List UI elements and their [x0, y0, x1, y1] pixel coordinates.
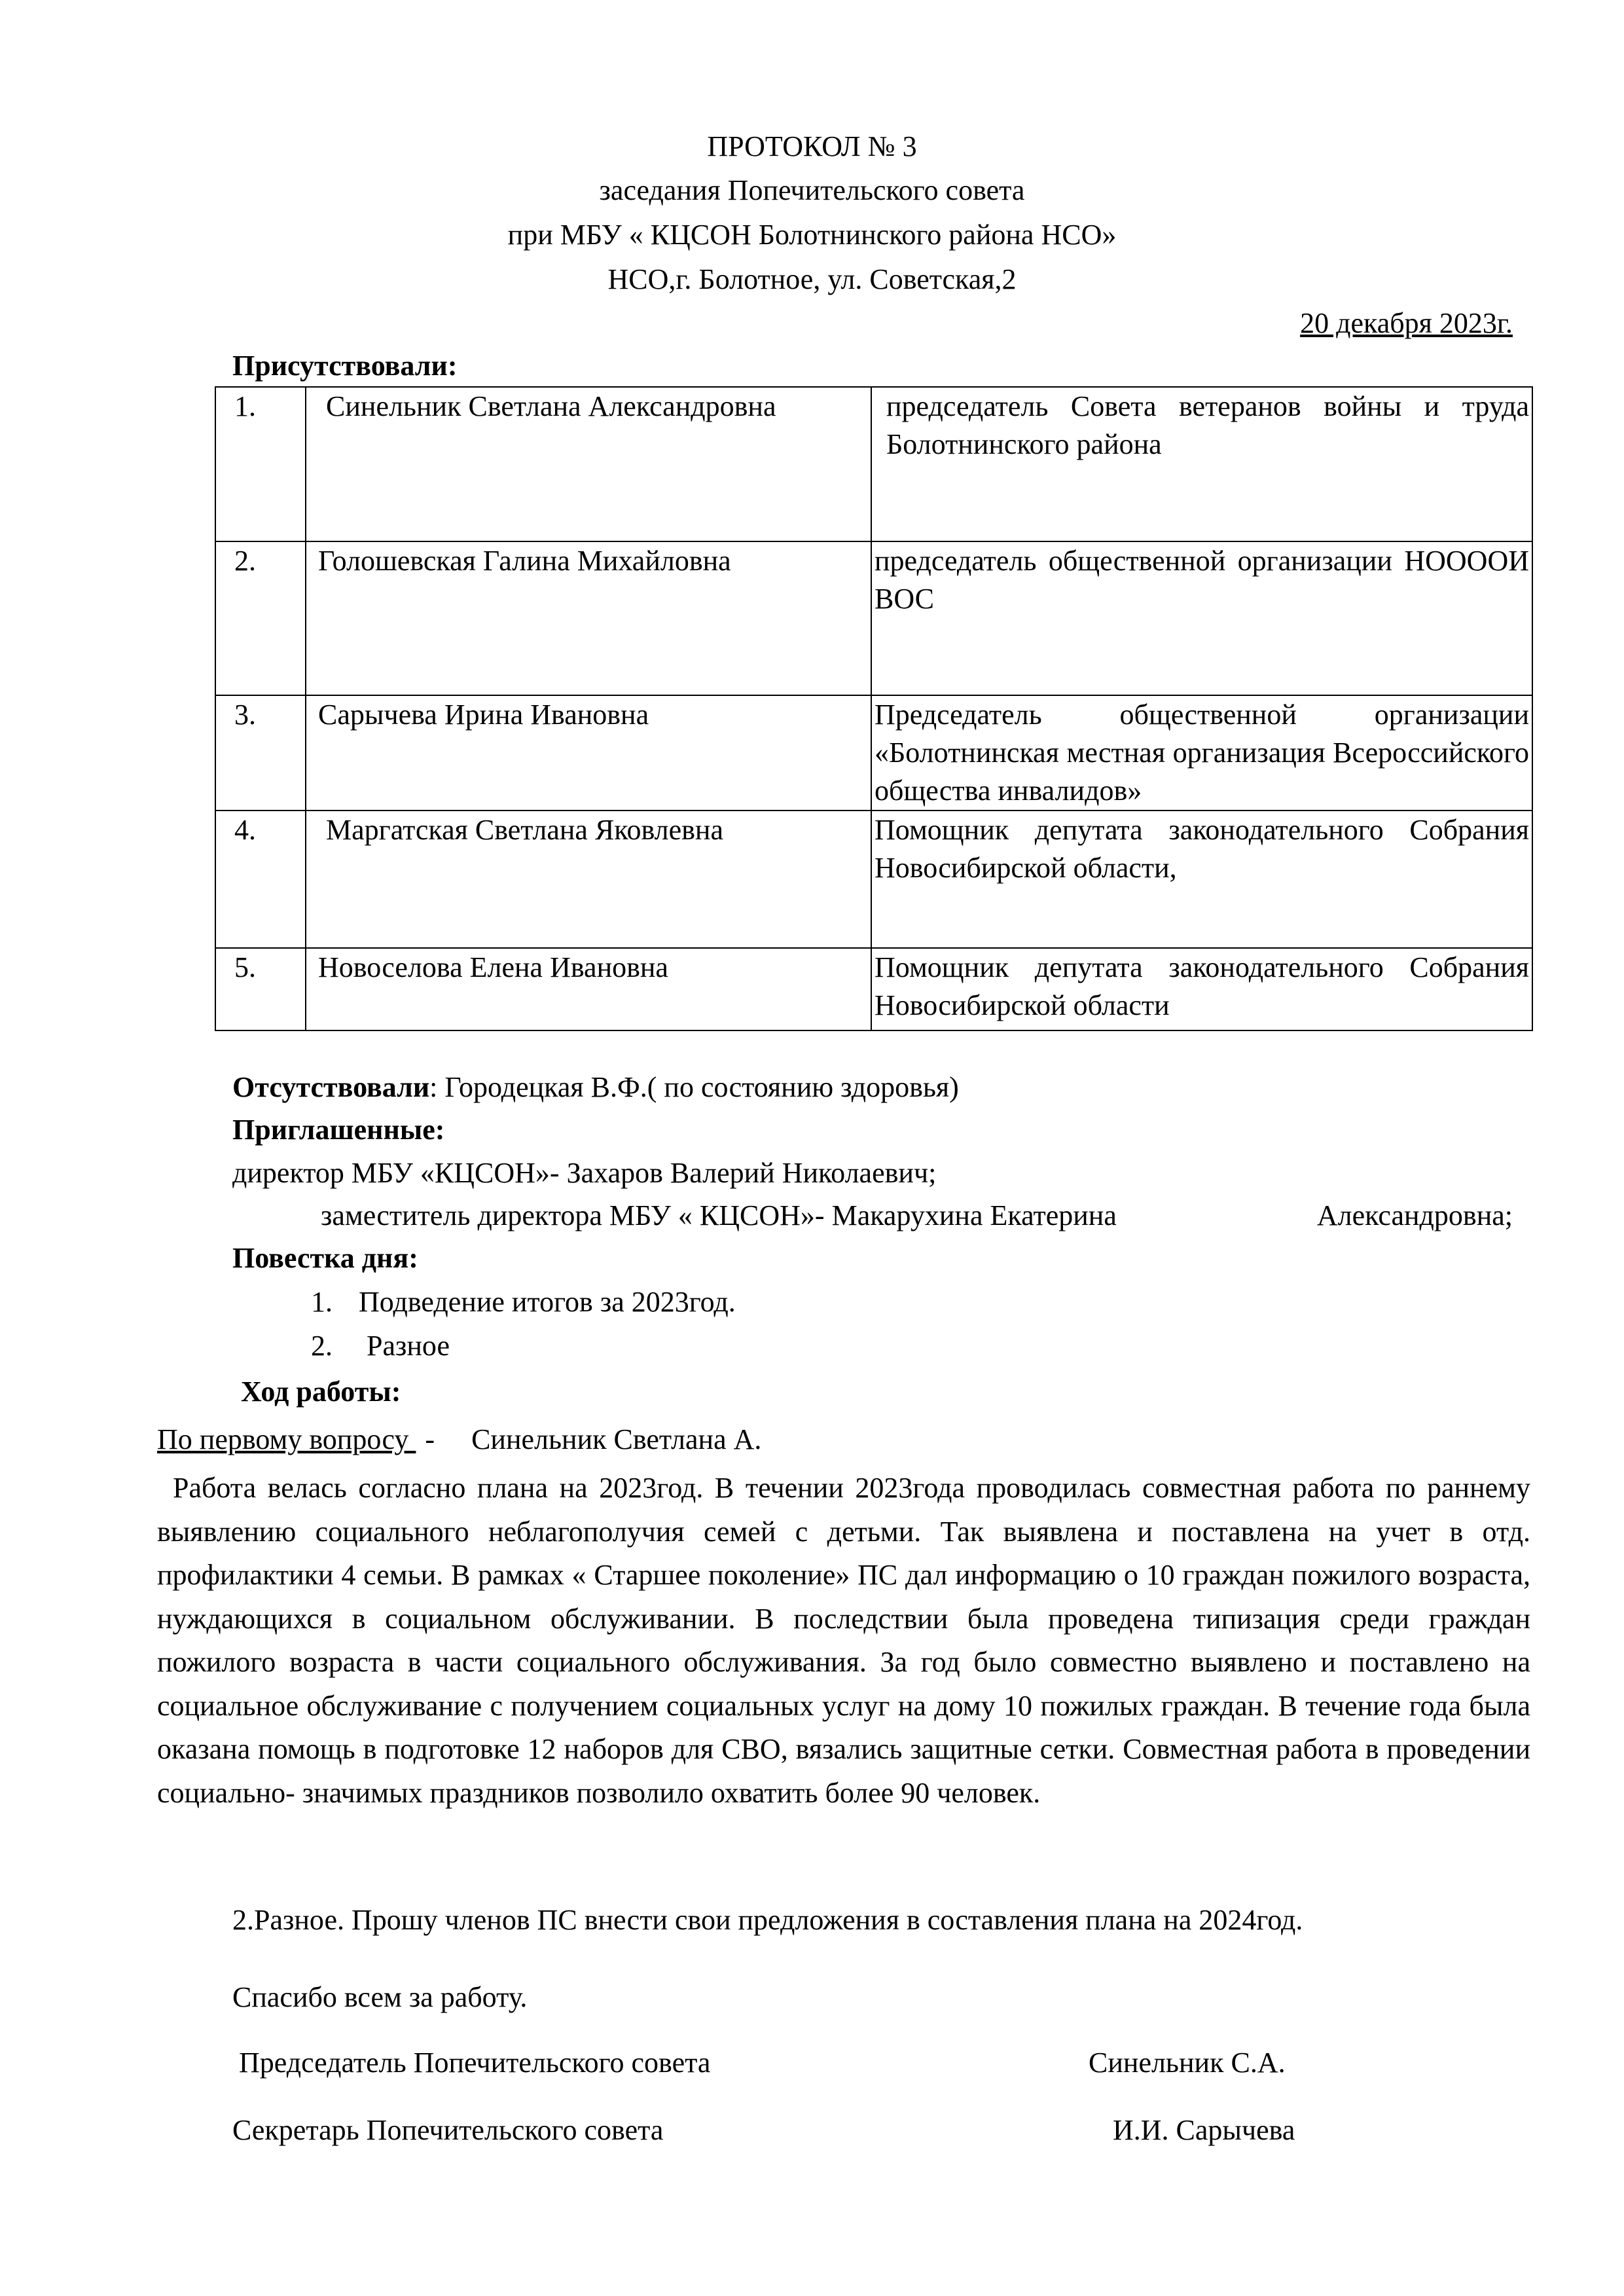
- table-row: [215, 387, 1532, 541]
- organization-line: при МБУ « КЦСОН Болотнинского района НСО»: [507, 219, 1117, 251]
- member-position: председатель общественной организации НООООИ ВОС: [875, 545, 1529, 615]
- agenda-item: Подведение итогов за 2023год.: [359, 1286, 736, 1318]
- invited-deputy-patronymic: Александровна;: [1316, 1199, 1513, 1231]
- member-position-cell: [871, 387, 1532, 541]
- member-position: Помощник депутата законодательного Собрания Новосибирской области: [875, 951, 1529, 1021]
- row-number: 2.: [234, 545, 256, 577]
- member-position: председатель Совета ветеранов войны и труда Болотнинского района: [886, 390, 1529, 460]
- invited-director: директор МБУ «КЦСОН»- Захаров Валерий Николаевич;: [232, 1157, 937, 1189]
- member-position: Председатель общественной организации «Болотнинская местная организация Всероссийского общества инвалидов»: [875, 699, 1529, 807]
- member-name-cell: [306, 387, 871, 541]
- document-title: ПРОТОКОЛ № 3: [707, 130, 917, 162]
- agenda-item: Разное: [367, 1330, 450, 1362]
- first-question-speaker: Синельник Светлана А.: [471, 1423, 762, 1455]
- chair-signature-name: Синельник С.А.: [1089, 2047, 1286, 2079]
- invited-deputy: заместитель директора МБУ « КЦСОН»- Макарухина Екатерина: [321, 1199, 1117, 1231]
- document-subtitle: заседания Попечительского совета: [599, 174, 1025, 206]
- first-question-label: По первому вопросу: [157, 1423, 416, 1455]
- first-question-report: [157, 1467, 1530, 1815]
- row-number: 1.: [234, 390, 256, 422]
- member-name: Новоселова Елена Ивановна: [318, 951, 668, 983]
- member-position: Помощник депутата законодательного Собрания Новосибирской области,: [875, 814, 1529, 884]
- row-number: 4.: [234, 814, 256, 846]
- member-name: Синельник Светлана Александровна: [326, 390, 776, 422]
- second-question-line: 2.Разное. Прошу членов ПС внести свои предложения в составления плана на 2024год.: [232, 1904, 1303, 1936]
- attendance-table: [215, 386, 1533, 1031]
- agenda-item-number: 2.: [311, 1330, 333, 1362]
- meeting-date: 20 декабря 2023г.: [1300, 307, 1513, 339]
- report-text: Работа велась согласно плана на 2023год. В течении 2023года проводилась совместная работа по раннему выявлению социального неблагополучия семей с детьми. Так выявлена и поставлена на учет в отд. профилактики 4 семьи. В рамках « Старшее поколение» ПС дал информацию о 10 граждан пожилого возраста, нуждающихся в социальном обслуживании. В последствии была проведена типизация среди граждан пожилого возраста в части социального обслуживания. За год было совместно выявлено и поставлено на социальное обслуживание с получением социальных услуг на дому 10 пожилых граждан. В течение года была оказана помощь в подготовке 12 наборов для СВО, вязались защитные сетки. Совместная работа в проведении социально- значимых праздников позволило охватить более 90 человек.: [157, 1472, 1530, 1809]
- thanks-line: Спасибо всем за работу.: [232, 1981, 528, 2013]
- table-row: [215, 695, 1532, 811]
- chair-signature-title: Председатель Попечительского совета: [239, 2047, 711, 2079]
- agenda-item-number: 1.: [311, 1286, 333, 1318]
- invited-heading: Приглашенные:: [232, 1114, 445, 1146]
- address-line: НСО,г. Болотное, ул. Советская,2: [607, 263, 1017, 295]
- secretary-signature-title: Секретарь Попечительского совета: [232, 2114, 664, 2146]
- member-name: Голошевская Галина Михайловна: [318, 545, 731, 577]
- secretary-signature-name: И.И. Сарычева: [1113, 2114, 1295, 2146]
- agenda-heading: Повестка дня:: [232, 1242, 418, 1274]
- table-row: [215, 948, 1532, 1030]
- row-number-cell: [215, 387, 306, 541]
- member-name: Маргатская Светлана Яковлевна: [326, 814, 723, 846]
- absent-label: Отсутствовали: [232, 1071, 430, 1103]
- first-question-line: [157, 1421, 761, 1458]
- progress-heading: Ход работы:: [241, 1376, 401, 1408]
- table-row: [215, 541, 1532, 695]
- row-number: 5.: [234, 951, 256, 983]
- absent-text: : Городецкая В.Ф.( по состоянию здоровья): [429, 1071, 959, 1103]
- attendance-heading: Присутствовали:: [232, 350, 458, 382]
- table-row: [215, 811, 1532, 948]
- member-name: Сарычева Ирина Ивановна: [318, 699, 649, 731]
- first-question-dash: -: [425, 1423, 435, 1455]
- absent-line: [232, 1068, 959, 1106]
- row-number: 3.: [234, 699, 256, 731]
